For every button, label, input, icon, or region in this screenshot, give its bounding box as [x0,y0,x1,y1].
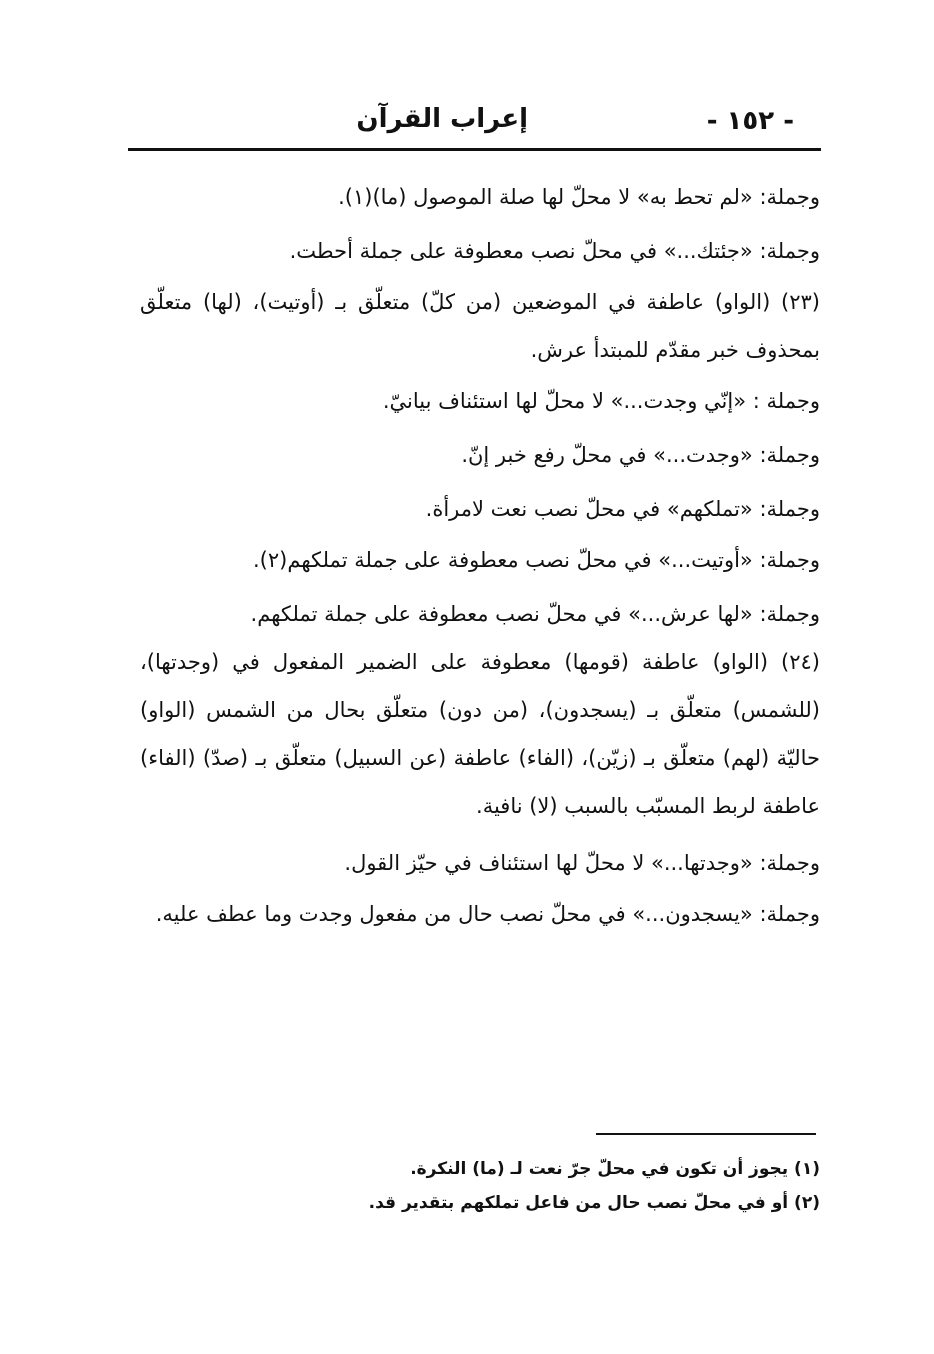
footnote-1: (١) يجوز أن تكون في محلّ جرّ نعت لـ (ما) النكرة. [410,1159,820,1179]
footnote-divider [596,1133,816,1135]
footnote-2: (٢) أو في محلّ نصب حال من فاعل تملكهم بتقدير قد. [368,1193,820,1213]
main-text [140,170,820,938]
footnotes [200,1152,820,1220]
paragraph-10: وجملة: «وجدتها...» لا محلّ لها استئناف في حيّز القول. [344,851,820,875]
paragraph-3: (٢٣) (الواو) عاطفة في الموضعين (من كلّ) متعلّق بـ (أوتيت)، (لها) متعلّق بمحذوف خبر مقدّم للمبتدأ عرش. [140,290,820,362]
page-header [128,100,818,144]
paragraph-5: وجملة: «وجدت...» في محلّ رفع خبر إنّ. [461,443,820,467]
paragraph-4: وجملة : «إنّي وجدت...» لا محلّ لها استئناف بيانيّ. [382,389,820,413]
paragraph-7: وجملة: «أوتيت...» في محلّ نصب معطوفة على جملة تملكهم(٢). [253,548,820,572]
page-number: - ١٥٢ - [706,106,794,136]
paragraph-11: وجملة: «يسجدون...» في محلّ نصب حال من مفعول وجدت وما عطف عليه. [155,902,820,926]
paragraph-6: وجملة: «تملكهم» في محلّ نصب نعت لامرأة. [425,497,820,521]
paragraph-2: وجملة: «جئتك...» في محلّ نصب معطوفة على جملة أحطت. [289,239,820,263]
header-divider [128,148,821,151]
running-title: إعراب القرآن [356,104,528,134]
paragraph-9: (٢٤) (الواو) عاطفة (قومها) معطوفة على الضمير المفعول في (وجدتها)، (للشمس) متعلّق بـ (يسجدون)، (من دون) متعلّق بحال من الشمس (الواو) حاليّة (لهم) متعلّق بـ (زيّن)، (الفاء) عاطفة (عن السبيل) متعلّق بـ (صدّ) (الفاء) عاطفة لربط المسبّب بالسبب (لا) نافية. [140,650,820,818]
paragraph-8: وجملة: «لها عرش...» في محلّ نصب معطوفة على جملة تملكهم. [250,602,820,626]
paragraph-1: وجملة: «لم تحط به» لا محلّ لها صلة الموصول (ما)(١). [338,185,820,209]
